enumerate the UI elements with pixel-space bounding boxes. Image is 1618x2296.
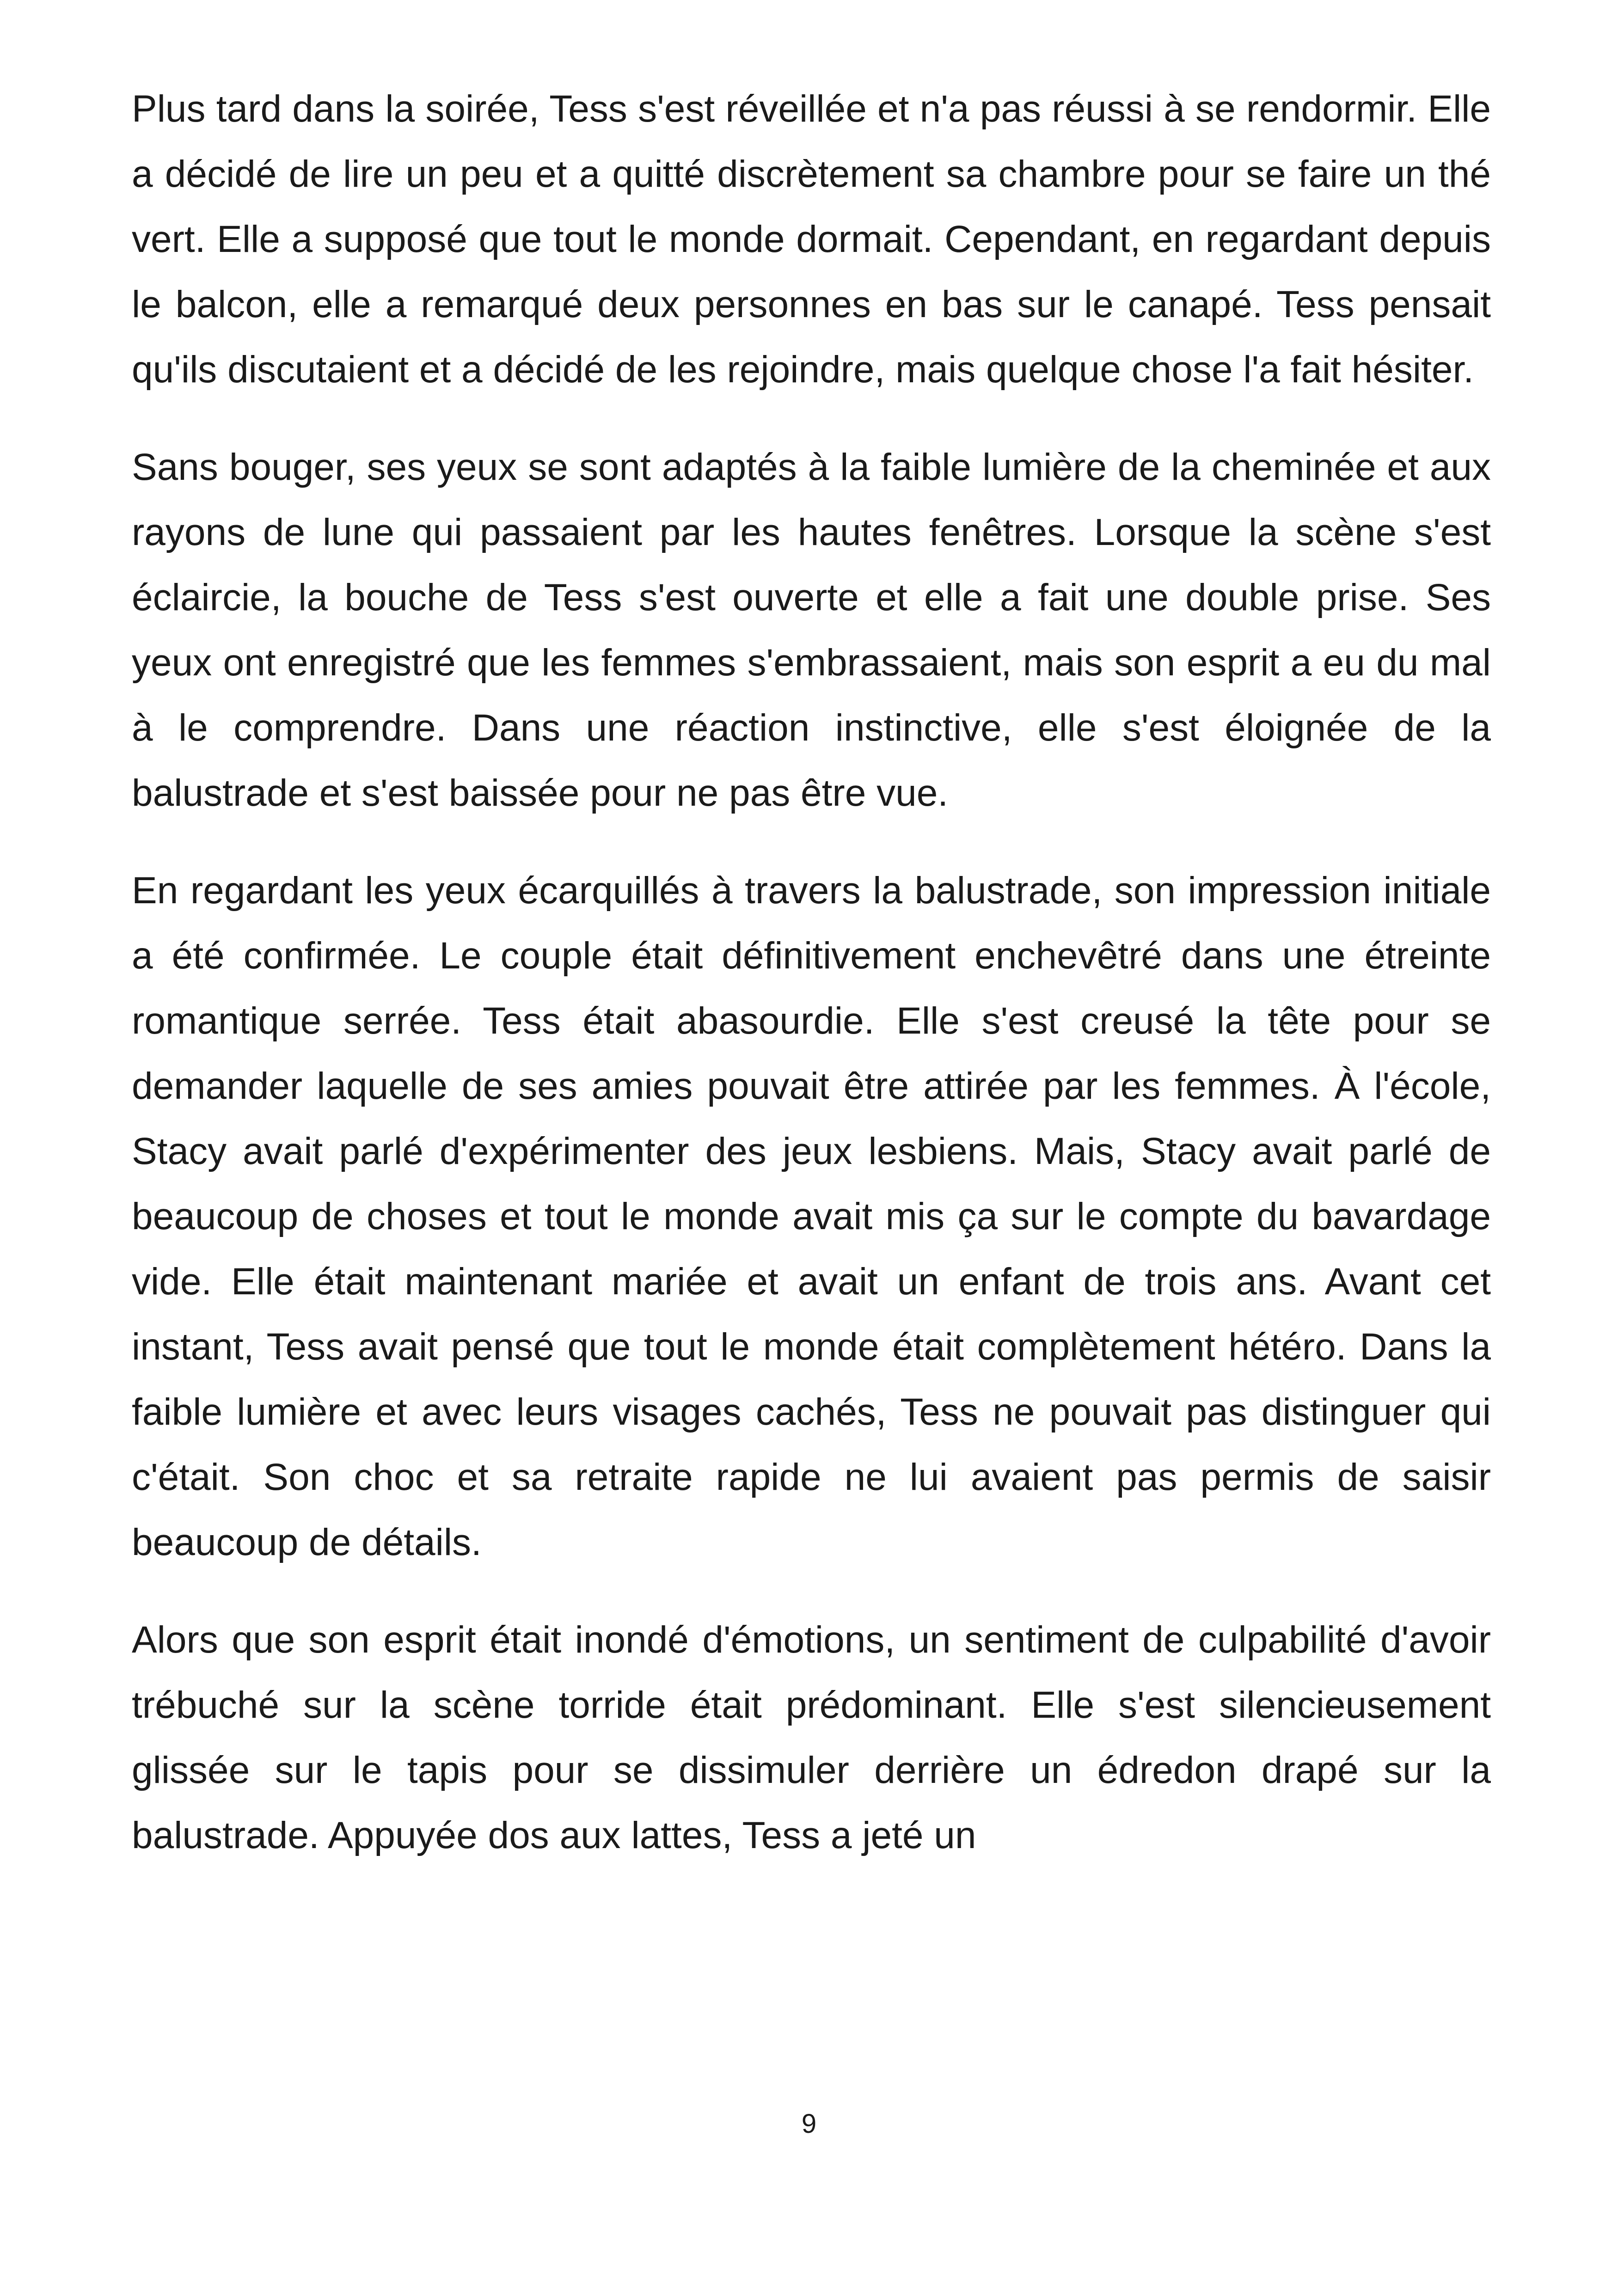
paragraph-1: Plus tard dans la soirée, Tess s'est réveillée et n'a pas réussi à se rendormir. Elle a décidé de lire un peu et a quitté discrètement sa chambre pour se faire un thé vert. Elle a supposé que tout le monde dormait. Cependant, en regardant depuis le balcon, elle a remarqué deux personnes en bas sur le canapé. Tess pensait qu'ils discutaient et a décidé de les rejoindre, mais quelque chose l'a fait hésiter. (132, 88, 1491, 391)
body-text (132, 76, 1491, 1900)
paragraph-4: Alors que son esprit était inondé d'émotions, un sentiment de culpabilité d'avoir trébuché sur la scène torride était prédominant. Elle s'est silencieusement glissée sur le tapis pour se dissimuler derrière un édredon drapé sur la balustrade. Appuyée dos aux lattes, Tess a jeté un (132, 1619, 1491, 1856)
paragraph-3: En regardant les yeux écarquillés à travers la balustrade, son impression initiale a été confirmée. Le couple était définitivement enchevêtré dans une étreinte romantique serrée. Tess était abasourdie. Elle s'est creusé la tête pour se demander laquelle de ses amies pouvait être attirée par les femmes. À l'école, Stacy avait parlé d'expérimenter des jeux lesbiens. Mais, Stacy avait parlé de beaucoup de choses et tout le monde avait mis ça sur le compte du bavardage vide. Elle était maintenant mariée et avait un enfant de trois ans. Avant cet instant, Tess avait pensé que tout le monde était complètement hétéro. Dans la faible lumière et avec leurs visages cachés, Tess ne pouvait pas distinguer qui c'était. Son choc et sa retraite rapide ne lui avaient pas permis de saisir beaucoup de détails. (132, 869, 1491, 1563)
page-number: 9 (801, 2109, 817, 2139)
paragraph-2: Sans bouger, ses yeux se sont adaptés à la faible lumière de la cheminée et aux rayons de lune qui passaient par les hautes fenêtres. Lorsque la scène s'est éclaircie, la bouche de Tess s'est ouverte et elle a fait une double prise. Ses yeux ont enregistré que les femmes s'embrassaient, mais son esprit a eu du mal à le comprendre. Dans une réaction instinctive, elle s'est éloignée de la balustrade et s'est baissée pour ne pas être vue. (132, 446, 1491, 814)
